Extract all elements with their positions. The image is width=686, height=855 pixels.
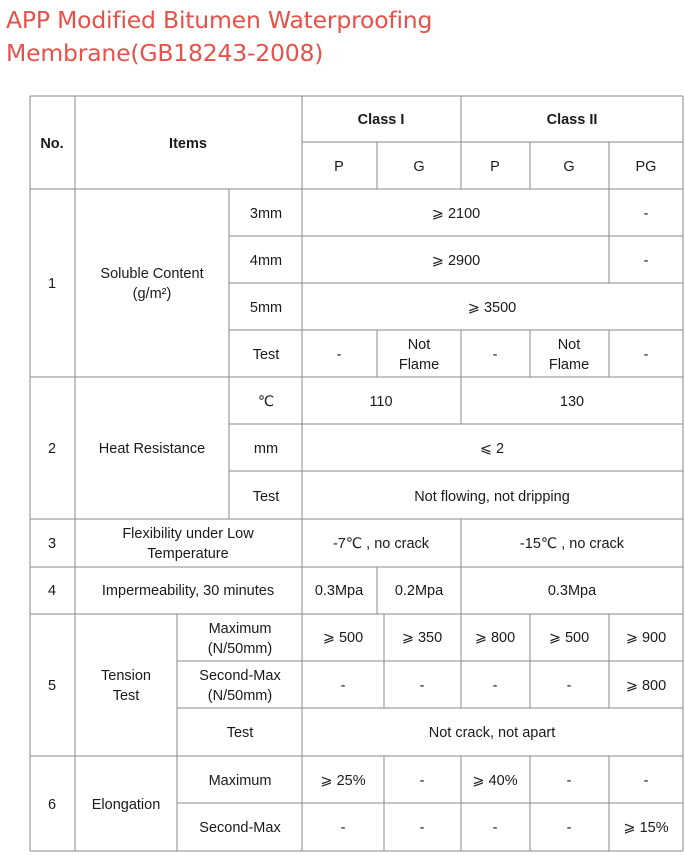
row5-max-g2: ⩾ 500 — [548, 630, 590, 646]
row1-sub-3mm: 3mm — [249, 206, 283, 222]
row1-test-g2-line1: Not — [557, 337, 581, 353]
row2-item: Heat Resistance — [98, 441, 206, 457]
row1-test-g2-line2: Flame — [548, 357, 590, 373]
row2-no: 2 — [47, 441, 57, 457]
header-class-1: Class I — [357, 112, 405, 128]
row5-max-p2: ⩾ 800 — [474, 630, 516, 646]
row6-max-p1: ⩾ 25% — [320, 773, 366, 789]
row1-item-line1: Soluble Content — [100, 266, 204, 282]
row1-test-p2: - — [492, 347, 498, 363]
row6-second-p2: - — [492, 820, 498, 836]
row4-val-class2: 0.3Mpa — [547, 583, 597, 599]
row5-second-g1: - — [419, 678, 425, 694]
row1-sub-4mm: 4mm — [249, 253, 283, 269]
row1-test-pg: - — [643, 347, 649, 363]
row5-sub-max-line1: Maximum — [208, 621, 272, 637]
row5-sub-second-line1: Second-Max — [199, 668, 281, 684]
row6-second-p1: - — [340, 820, 346, 836]
row3-no: 3 — [47, 536, 57, 552]
row4-val-g: 0.2Mpa — [394, 583, 444, 599]
row2-sub-mm: mm — [253, 441, 279, 457]
row6-second-pg: ⩾ 15% — [623, 820, 669, 836]
row5-second-pg: ⩾ 800 — [625, 678, 667, 694]
row1-test-g1-line1: Not — [407, 337, 431, 353]
row5-second-p2: - — [492, 678, 498, 694]
header-subcol-g2: G — [563, 159, 575, 175]
row6-second-g1: - — [419, 820, 425, 836]
row1-sub-test: Test — [252, 347, 280, 363]
header-no: No. — [40, 136, 64, 152]
row2-val-test: Not flowing, not dripping — [414, 489, 570, 505]
title-line-2: Membrane(GB18243-2008) — [6, 39, 324, 67]
row1-test-g1-line2: Flame — [398, 357, 440, 373]
row2-val-class2: 130 — [559, 394, 585, 410]
header-subcol-p1: P — [334, 159, 344, 175]
row5-max-pg: ⩾ 900 — [625, 630, 667, 646]
row1-sub-5mm: 5mm — [249, 300, 283, 316]
row2-sub-test: Test — [252, 489, 280, 505]
row1-val-4mm: ⩾ 2900 — [431, 253, 481, 269]
row5-second-p1: - — [340, 678, 346, 694]
row3-item-line2: Temperature — [147, 546, 229, 562]
row1-no: 1 — [47, 276, 57, 292]
row6-sub-max: Maximum — [208, 773, 272, 789]
header-items: Items — [169, 136, 207, 152]
table-grid — [30, 96, 683, 851]
row4-val-p: 0.3Mpa — [314, 583, 364, 599]
row3-val-class2: -15℃ , no crack — [519, 536, 625, 552]
header-subcol-g1: G — [413, 159, 425, 175]
row5-sub-second-line2: (N/50mm) — [207, 688, 273, 704]
row5-val-test: Not crack, not apart — [428, 725, 556, 741]
row1-val-5mm: ⩾ 3500 — [467, 300, 517, 316]
row5-item-line2: Test — [112, 688, 140, 704]
row1-item-line2: (g/m²) — [132, 286, 172, 302]
row2-val-mm: ⩽ 2 — [479, 441, 505, 457]
title-line-1: APP Modified Bitumen Waterproofing — [6, 6, 433, 34]
row5-item-line1: Tension — [101, 668, 151, 684]
header-subcol-p2: P — [490, 159, 500, 175]
row6-max-g1: - — [419, 773, 425, 789]
row5-max-p1: ⩾ 500 — [322, 630, 364, 646]
row5-no: 5 — [47, 678, 57, 694]
row5-second-g2: - — [566, 678, 572, 694]
row6-max-p2: ⩾ 40% — [472, 773, 518, 789]
row1-val-3mm: ⩾ 2100 — [431, 206, 481, 222]
row6-item: Elongation — [91, 797, 161, 813]
row5-sub-max-line2: (N/50mm) — [207, 641, 273, 657]
row5-max-g1: ⩾ 350 — [401, 630, 443, 646]
row6-sub-second: Second-Max — [199, 820, 281, 836]
row3-item-line1: Flexibility under Low — [122, 526, 254, 542]
row4-no: 4 — [47, 583, 57, 599]
row3-val-class1: -7℃ , no crack — [332, 536, 430, 552]
row6-max-g2: - — [566, 773, 572, 789]
row1-test-p1: - — [336, 347, 342, 363]
row6-second-g2: - — [566, 820, 572, 836]
header-subcol-pg: PG — [635, 159, 657, 175]
row2-val-class1: 110 — [369, 394, 393, 410]
row1-pg-3mm: - — [643, 206, 649, 222]
row5-sub-test: Test — [226, 725, 254, 741]
row4-item: Impermeability, 30 minutes — [101, 583, 275, 599]
row6-no: 6 — [47, 797, 57, 813]
row2-sub-celsius: ℃ — [257, 394, 275, 410]
header-class-2: Class II — [546, 112, 598, 128]
row1-pg-4mm: - — [643, 253, 649, 269]
row6-max-pg: - — [643, 773, 649, 789]
